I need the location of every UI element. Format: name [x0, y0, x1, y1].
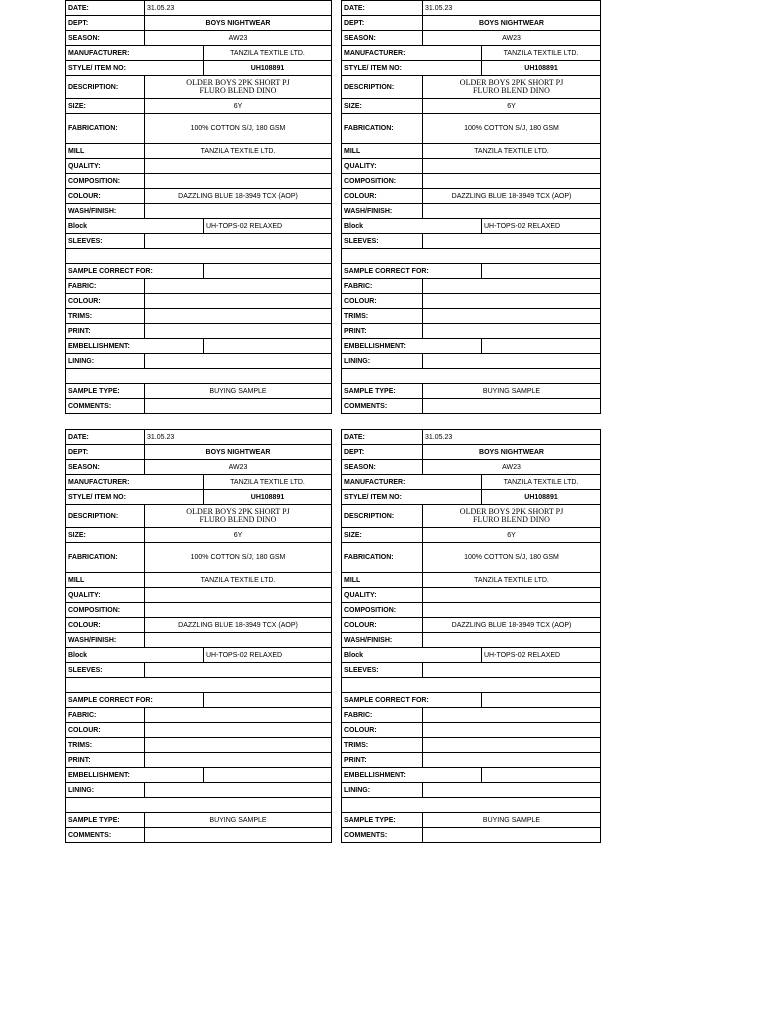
size-label: SIZE: — [342, 528, 423, 543]
colour-value: DAZZLING BLUE 18-3949 TCX (AOP) — [145, 189, 332, 204]
block-value: UH-TOPS-02 RELAXED — [482, 219, 601, 234]
lining-value — [423, 783, 601, 798]
mill-label: MILL — [342, 573, 423, 588]
print-value — [145, 324, 332, 339]
composition-label: COMPOSITION: — [66, 174, 145, 189]
colour2-value — [145, 294, 332, 309]
fabrication-label: FABRICATION: — [66, 543, 145, 573]
comments-value — [145, 399, 332, 414]
size-label: SIZE: — [66, 99, 145, 114]
dept-label: DEPT: — [66, 445, 145, 460]
colour2-label: COLOUR: — [66, 294, 145, 309]
sleeves-label: SLEEVES: — [342, 234, 423, 249]
sample-card-top-left — [65, 0, 332, 414]
description-line-1: OLDER BOYS 2PK SHORT PJ — [459, 507, 564, 516]
quality-value — [145, 159, 332, 174]
sample-correct-label: SAMPLE CORRECT FOR: — [66, 264, 204, 279]
trims-label: TRIMS: — [66, 309, 145, 324]
dept-value: BOYS NIGHTWEAR — [145, 445, 332, 460]
season-value: AW23 — [423, 460, 601, 475]
composition-value — [423, 174, 601, 189]
sleeves-label: SLEEVES: — [66, 234, 145, 249]
manufacturer-value: TANZILA TEXTILE LTD. — [482, 46, 601, 61]
trims-label: TRIMS: — [342, 309, 423, 324]
manufacturer-value: TANZILA TEXTILE LTD. — [204, 46, 332, 61]
fabric-value — [145, 279, 332, 294]
spacer-row — [342, 798, 601, 813]
colour2-value — [423, 723, 601, 738]
comments-label: COMMENTS: — [66, 828, 145, 843]
wash-value — [145, 204, 332, 219]
block-label: Block — [342, 219, 482, 234]
colour-value: DAZZLING BLUE 18-3949 TCX (AOP) — [423, 189, 601, 204]
date-label: DATE: — [66, 430, 145, 445]
fabrication-label: FABRICATION: — [342, 543, 423, 573]
season-value: AW23 — [145, 460, 332, 475]
size-value: 6Y — [145, 528, 332, 543]
sample-type-label: SAMPLE TYPE: — [342, 384, 423, 399]
description-label: DESCRIPTION: — [342, 505, 423, 528]
fabrication-value: 100% COTTON S/J, 180 GSM — [423, 543, 601, 573]
lining-value — [145, 354, 332, 369]
embellishment-value — [204, 768, 332, 783]
season-label: SEASON: — [66, 31, 145, 46]
colour2-label: COLOUR: — [66, 723, 145, 738]
colour-label: COLOUR: — [342, 189, 423, 204]
print-value — [423, 753, 601, 768]
style-label: STYLE/ ITEM NO: — [342, 61, 482, 76]
print-label: PRINT: — [66, 753, 145, 768]
sleeves-value — [423, 663, 601, 678]
sample-sheet-table — [65, 429, 332, 843]
mill-value: TANZILA TEXTILE LTD. — [423, 573, 601, 588]
fabrication-value: 100% COTTON S/J, 180 GSM — [423, 114, 601, 144]
description-line-1: OLDER BOYS 2PK SHORT PJ — [186, 507, 290, 516]
spacer-row — [342, 249, 601, 264]
trims-value — [145, 309, 332, 324]
lining-value — [423, 354, 601, 369]
embellishment-label: EMBELLISHMENT: — [66, 339, 204, 354]
dept-value: BOYS NIGHTWEAR — [423, 16, 601, 31]
quality-value — [145, 588, 332, 603]
composition-label: COMPOSITION: — [342, 174, 423, 189]
quality-value — [423, 588, 601, 603]
wash-value — [423, 633, 601, 648]
dept-value: BOYS NIGHTWEAR — [423, 445, 601, 460]
sleeves-value — [423, 234, 601, 249]
spacer-row — [66, 798, 332, 813]
composition-value — [145, 174, 332, 189]
wash-value — [145, 633, 332, 648]
embellishment-value — [204, 339, 332, 354]
fabrication-value: 100% COTTON S/J, 180 GSM — [145, 543, 332, 573]
season-label: SEASON: — [342, 460, 423, 475]
print-value — [145, 753, 332, 768]
sample-type-value: BUYING SAMPLE — [423, 384, 601, 399]
quality-label: QUALITY: — [66, 588, 145, 603]
spacer-row — [66, 678, 332, 693]
description-value — [423, 505, 601, 528]
embellishment-value — [482, 768, 601, 783]
lining-label: LINING: — [342, 783, 423, 798]
mill-value: TANZILA TEXTILE LTD. — [423, 144, 601, 159]
colour-label: COLOUR: — [66, 618, 145, 633]
sample-card-bottom-right — [341, 429, 601, 843]
sample-card-top-right — [341, 0, 601, 414]
fabric-label: FABRIC: — [342, 279, 423, 294]
sample-sheet-table — [341, 0, 601, 414]
style-value: UH108891 — [204, 490, 332, 505]
spacer-row — [66, 369, 332, 384]
block-label: Block — [66, 219, 204, 234]
comments-label: COMMENTS: — [66, 399, 145, 414]
wash-label: WASH/FINISH: — [66, 204, 145, 219]
season-label: SEASON: — [66, 460, 145, 475]
date-value: 31.05.23 — [145, 430, 332, 445]
fabrication-value: 100% COTTON S/J, 180 GSM — [145, 114, 332, 144]
embellishment-label: EMBELLISHMENT: — [66, 768, 204, 783]
sample-correct-value — [204, 264, 332, 279]
mill-label: MILL — [342, 144, 423, 159]
manufacturer-label: MANUFACTURER: — [342, 46, 482, 61]
wash-value — [423, 204, 601, 219]
description-line-2: FLURO BLEND DINO — [473, 86, 550, 95]
spacer-row — [342, 678, 601, 693]
colour2-value — [423, 294, 601, 309]
sample-type-value: BUYING SAMPLE — [145, 813, 332, 828]
season-value: AW23 — [145, 31, 332, 46]
description-line-2: FLURO BLEND DINO — [199, 515, 277, 524]
date-label: DATE: — [66, 1, 145, 16]
lining-value — [145, 783, 332, 798]
manufacturer-label: MANUFACTURER: — [342, 475, 482, 490]
comments-value — [423, 399, 601, 414]
sample-correct-label: SAMPLE CORRECT FOR: — [66, 693, 204, 708]
sample-type-label: SAMPLE TYPE: — [342, 813, 423, 828]
fabric-label: FABRIC: — [66, 279, 145, 294]
fabrication-label: FABRICATION: — [342, 114, 423, 144]
size-value: 6Y — [423, 99, 601, 114]
sample-type-value: BUYING SAMPLE — [423, 813, 601, 828]
date-label: DATE: — [342, 430, 423, 445]
sample-correct-value — [204, 693, 332, 708]
sample-correct-label: SAMPLE CORRECT FOR: — [342, 264, 482, 279]
sample-type-value: BUYING SAMPLE — [145, 384, 332, 399]
description-label: DESCRIPTION: — [66, 505, 145, 528]
description-label: DESCRIPTION: — [66, 76, 145, 99]
size-value: 6Y — [423, 528, 601, 543]
sleeves-label: SLEEVES: — [342, 663, 423, 678]
colour-label: COLOUR: — [66, 189, 145, 204]
style-value: UH108891 — [482, 490, 601, 505]
description-value — [145, 505, 332, 528]
composition-value — [423, 603, 601, 618]
sample-correct-label: SAMPLE CORRECT FOR: — [342, 693, 482, 708]
description-label: DESCRIPTION: — [342, 76, 423, 99]
comments-label: COMMENTS: — [342, 399, 423, 414]
mill-value: TANZILA TEXTILE LTD. — [145, 573, 332, 588]
print-label: PRINT: — [342, 324, 423, 339]
manufacturer-label: MANUFACTURER: — [66, 46, 204, 61]
sleeves-label: SLEEVES: — [66, 663, 145, 678]
comments-value — [145, 828, 332, 843]
mill-label: MILL — [66, 573, 145, 588]
size-label: SIZE: — [342, 99, 423, 114]
mill-value: TANZILA TEXTILE LTD. — [145, 144, 332, 159]
style-label: STYLE/ ITEM NO: — [342, 490, 482, 505]
block-label: Block — [342, 648, 482, 663]
sleeves-value — [145, 663, 332, 678]
description-value — [145, 76, 332, 99]
quality-label: QUALITY: — [342, 159, 423, 174]
style-label: STYLE/ ITEM NO: — [66, 61, 204, 76]
composition-label: COMPOSITION: — [66, 603, 145, 618]
season-label: SEASON: — [342, 31, 423, 46]
description-value — [423, 76, 601, 99]
colour-value: DAZZLING BLUE 18-3949 TCX (AOP) — [145, 618, 332, 633]
sample-type-label: SAMPLE TYPE: — [66, 384, 145, 399]
mill-label: MILL — [66, 144, 145, 159]
block-label: Block — [66, 648, 204, 663]
style-label: STYLE/ ITEM NO: — [66, 490, 204, 505]
quality-value — [423, 159, 601, 174]
description-line-1: OLDER BOYS 2PK SHORT PJ — [459, 78, 564, 87]
description-line-1: OLDER BOYS 2PK SHORT PJ — [186, 78, 290, 87]
embellishment-label: EMBELLISHMENT: — [342, 339, 482, 354]
sample-correct-value — [482, 264, 601, 279]
manufacturer-label: MANUFACTURER: — [66, 475, 204, 490]
embellishment-value — [482, 339, 601, 354]
dept-label: DEPT: — [342, 16, 423, 31]
colour2-label: COLOUR: — [342, 294, 423, 309]
description-line-2: FLURO BLEND DINO — [473, 515, 550, 524]
style-value: UH108891 — [204, 61, 332, 76]
quality-label: QUALITY: — [342, 588, 423, 603]
colour2-value — [145, 723, 332, 738]
wash-label: WASH/FINISH: — [342, 633, 423, 648]
style-value: UH108891 — [482, 61, 601, 76]
lining-label: LINING: — [66, 354, 145, 369]
trims-value — [145, 738, 332, 753]
fabric-value — [423, 279, 601, 294]
colour2-label: COLOUR: — [342, 723, 423, 738]
season-value: AW23 — [423, 31, 601, 46]
print-value — [423, 324, 601, 339]
fabric-value — [145, 708, 332, 723]
description-line-2: FLURO BLEND DINO — [199, 86, 277, 95]
embellishment-label: EMBELLISHMENT: — [342, 768, 482, 783]
sample-card-bottom-left — [65, 429, 332, 843]
fabrication-label: FABRICATION: — [66, 114, 145, 144]
block-value: UH-TOPS-02 RELAXED — [204, 219, 332, 234]
trims-label: TRIMS: — [66, 738, 145, 753]
wash-label: WASH/FINISH: — [66, 633, 145, 648]
lining-label: LINING: — [342, 354, 423, 369]
fabric-value — [423, 708, 601, 723]
print-label: PRINT: — [66, 324, 145, 339]
dept-label: DEPT: — [66, 16, 145, 31]
colour-label: COLOUR: — [342, 618, 423, 633]
quality-label: QUALITY: — [66, 159, 145, 174]
date-label: DATE: — [342, 1, 423, 16]
lining-label: LINING: — [66, 783, 145, 798]
trims-label: TRIMS: — [342, 738, 423, 753]
manufacturer-value: TANZILA TEXTILE LTD. — [204, 475, 332, 490]
colour-value: DAZZLING BLUE 18-3949 TCX (AOP) — [423, 618, 601, 633]
size-label: SIZE: — [66, 528, 145, 543]
sample-sheet-table — [341, 429, 601, 843]
print-label: PRINT: — [342, 753, 423, 768]
manufacturer-value: TANZILA TEXTILE LTD. — [482, 475, 601, 490]
wash-label: WASH/FINISH: — [342, 204, 423, 219]
sample-sheet-table — [65, 0, 332, 414]
composition-label: COMPOSITION: — [342, 603, 423, 618]
spacer-row — [342, 369, 601, 384]
date-value: 31.05.23 — [423, 1, 601, 16]
trims-value — [423, 309, 601, 324]
date-value: 31.05.23 — [423, 430, 601, 445]
size-value: 6Y — [145, 99, 332, 114]
spacer-row — [66, 249, 332, 264]
date-value: 31.05.23 — [145, 1, 332, 16]
block-value: UH-TOPS-02 RELAXED — [482, 648, 601, 663]
trims-value — [423, 738, 601, 753]
sample-correct-value — [482, 693, 601, 708]
comments-value — [423, 828, 601, 843]
fabric-label: FABRIC: — [342, 708, 423, 723]
composition-value — [145, 603, 332, 618]
fabric-label: FABRIC: — [66, 708, 145, 723]
block-value: UH-TOPS-02 RELAXED — [204, 648, 332, 663]
dept-value: BOYS NIGHTWEAR — [145, 16, 332, 31]
comments-label: COMMENTS: — [342, 828, 423, 843]
dept-label: DEPT: — [342, 445, 423, 460]
sample-type-label: SAMPLE TYPE: — [66, 813, 145, 828]
sleeves-value — [145, 234, 332, 249]
